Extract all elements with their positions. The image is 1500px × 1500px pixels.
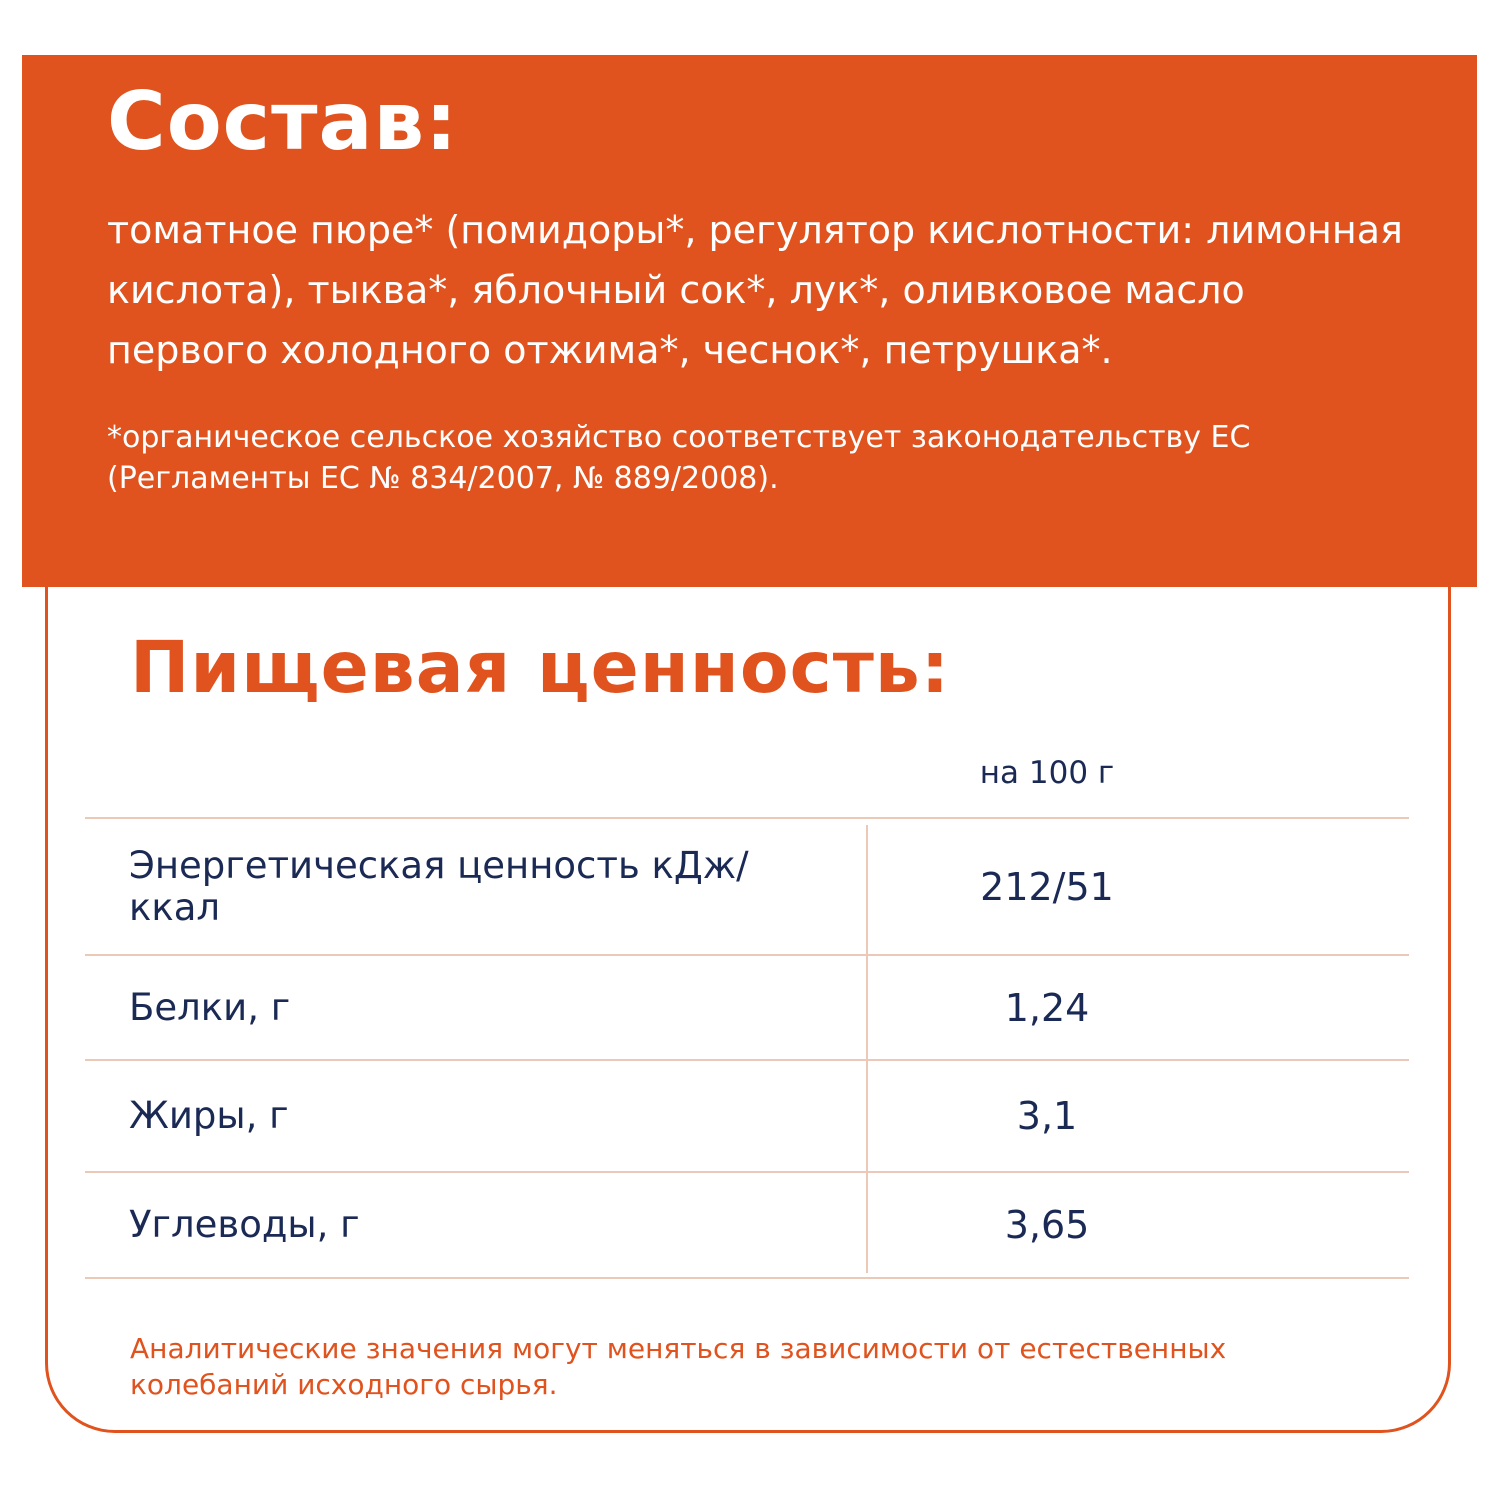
row-label: Энергетическая ценность кДж/ккал [129, 843, 749, 929]
ingredients-text: томатное пюре* (помидоры*, регулятор кислотности: лимонная кислота), тыква*, яблочный сок*, лук*, оливковое масло первого холодного отжима*, чеснок*, петрушка*. [107, 208, 1403, 372]
row-label: Белки, г [129, 985, 291, 1029]
nutrition-title: Пищевая ценность: [130, 626, 951, 709]
table-divider [85, 1277, 1409, 1279]
per-100g-header: на 100 г [979, 755, 1115, 791]
table-row-protein [85, 956, 1409, 1059]
row-label: Углеводы, г [129, 1203, 360, 1246]
table-row-carbs [85, 1173, 1409, 1277]
row-value: 1,24 [1004, 985, 1090, 1030]
analytics-disclaimer: Аналитические значения могут меняться в зависимости от естественных колебаний исходного сырья. [130, 1332, 1227, 1401]
row-value: 212/51 [980, 864, 1114, 909]
organic-footnote: *органическое сельское хозяйство соответствует законодательству ЕС (Регламенты ЕС № 834/2007, № 889/2008). [107, 420, 1251, 496]
composition-title: Состав: [107, 75, 459, 168]
table-row-fat [85, 1061, 1409, 1171]
row-value: 3,65 [1004, 1203, 1090, 1247]
row-label: Жиры, г [129, 1094, 289, 1137]
row-value: 3,1 [1016, 1094, 1078, 1138]
table-row-energy [85, 819, 1409, 954]
